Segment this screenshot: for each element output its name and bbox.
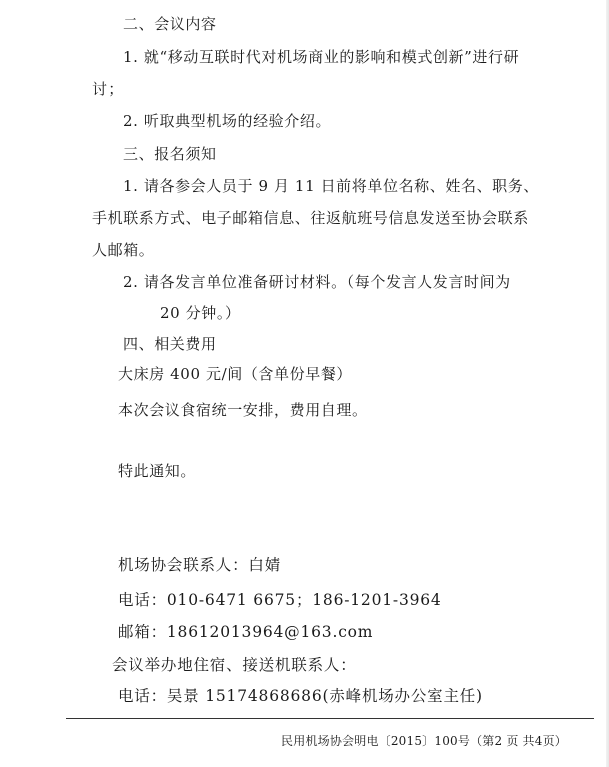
heading-meeting-content: 二、会议内容 [123, 15, 217, 33]
footer-divider [66, 718, 594, 719]
footer-page-info: 民用机场协会明电〔2015〕100号（第2 页 共4页） [281, 734, 567, 748]
heading-registration: 三、报名须知 [123, 145, 217, 163]
host-contact-label: 会议举办地住宿、接送机联系人： [112, 656, 357, 674]
fees-note: 本次会议食宿统一安排，费用自理。 [118, 401, 368, 419]
meeting-content-item-2: 2. 听取典型机场的经验介绍。 [123, 112, 332, 130]
registration-item-2-line-2: 20 分钟。） [160, 304, 241, 322]
association-email: 邮箱：18612013964@163.com [118, 623, 374, 641]
registration-item-2-line-1: 2. 请各发言单位准备研讨材料。（每个发言人发言时间为 [123, 273, 511, 291]
heading-fees: 四、相关费用 [123, 335, 217, 353]
registration-item-1-line-3: 人邮箱。 [92, 241, 155, 259]
association-contact: 机场协会联系人：白婧 [118, 556, 282, 574]
meeting-content-item-1-line-1: 1. 就“移动互联时代对机场商业的影响和模式创新”进行研 [123, 48, 520, 66]
meeting-content-item-1-line-2: 讨； [92, 80, 125, 98]
association-phone: 电话：010-6471 6675；186-1201-3964 [118, 591, 442, 609]
fees-room-rate: 大床房 400 元/间（含单份早餐） [118, 365, 353, 383]
registration-item-1-line-2: 手机联系方式、电子邮箱信息、往返航班号信息发送至协会联系 [92, 209, 529, 227]
closing-notice: 特此通知。 [118, 462, 197, 480]
host-phone: 电话：吴景 15174868686(赤峰机场办公室主任) [118, 687, 483, 705]
registration-item-1-line-1: 1. 请各参会人员于 9 月 11 日前将单位名称、姓名、职务、 [123, 177, 539, 195]
